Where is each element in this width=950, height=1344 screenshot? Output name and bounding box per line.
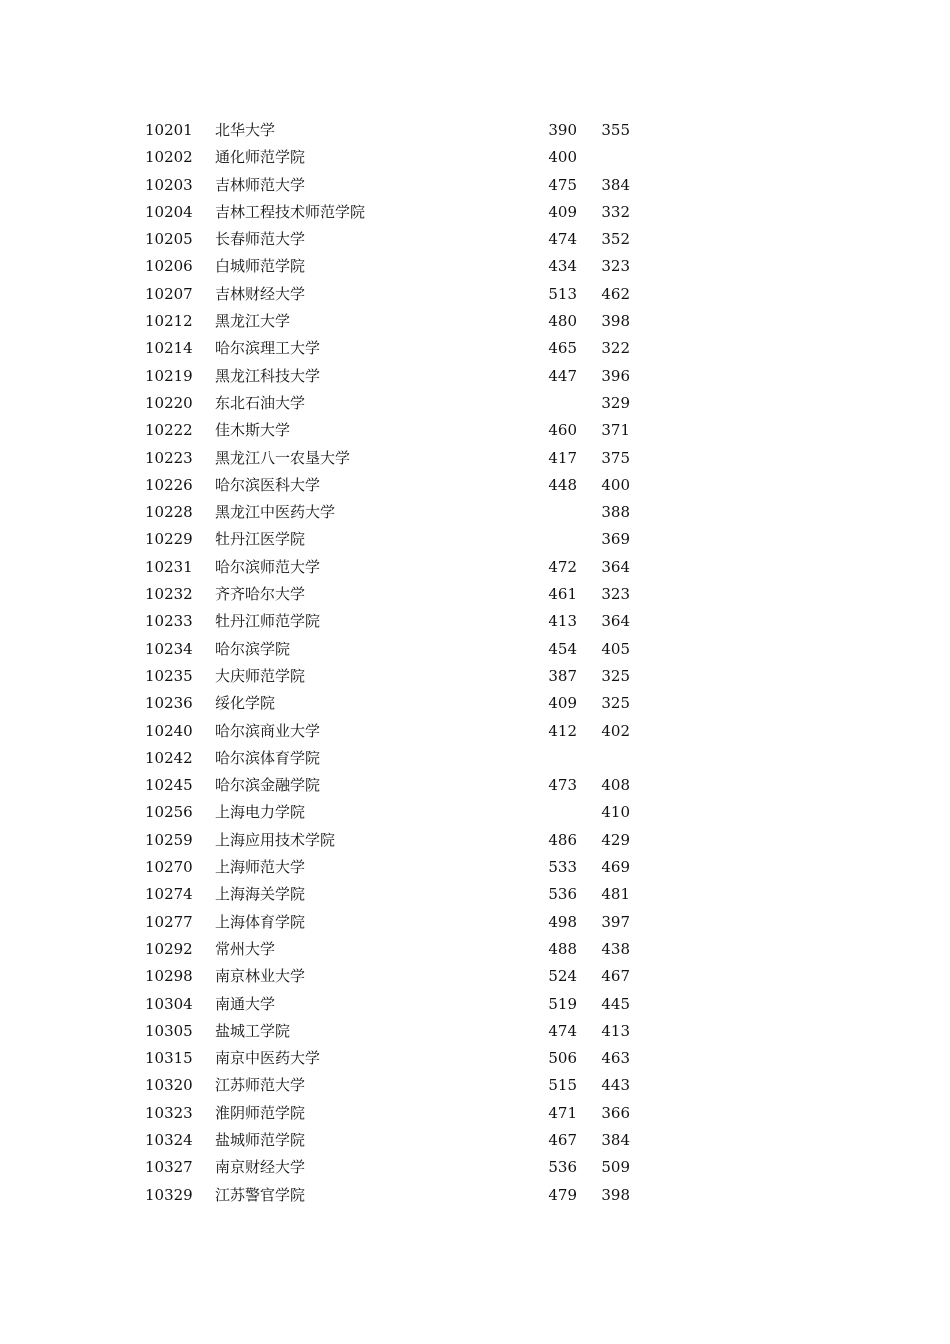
- school-code-cell: 10277: [145, 912, 193, 931]
- school-name-cell: 白城师范学院: [215, 257, 306, 276]
- table-row: [0, 991, 950, 1018]
- score-column-1-cell: 480: [548, 312, 577, 331]
- school-code-cell: 10245: [145, 776, 193, 795]
- school-code-cell: 10231: [145, 557, 193, 576]
- table-row: [0, 636, 950, 663]
- score-column-2-cell: 388: [601, 503, 630, 522]
- score-column-2-cell: 325: [601, 666, 630, 685]
- school-name-cell: 长春师范大学: [215, 230, 306, 249]
- score-column-1-cell: 474: [548, 230, 577, 249]
- score-column-2-cell: 410: [601, 803, 630, 822]
- school-code-cell: 10292: [145, 939, 193, 958]
- school-code-cell: 10242: [145, 748, 193, 767]
- school-code-cell: 10233: [145, 612, 193, 631]
- score-column-2-cell: 375: [601, 448, 630, 467]
- score-column-1-cell: 460: [548, 421, 577, 440]
- table-row: [0, 363, 950, 390]
- table-row: [0, 472, 950, 499]
- table-row: [0, 226, 950, 253]
- score-column-2-cell: 397: [601, 912, 630, 931]
- score-column-2-cell: 323: [601, 585, 630, 604]
- score-column-1-cell: 515: [548, 1076, 577, 1095]
- score-column-2-cell: 405: [601, 639, 630, 658]
- score-column-2-cell: 364: [601, 612, 630, 631]
- table-row: [0, 144, 950, 171]
- school-code-cell: 10256: [145, 803, 193, 822]
- school-name-cell: 吉林财经大学: [215, 284, 306, 303]
- score-column-1-cell: 498: [548, 912, 577, 931]
- school-code-cell: 10226: [145, 475, 193, 494]
- score-column-1-cell: 413: [548, 612, 577, 631]
- score-column-2-cell: 429: [601, 830, 630, 849]
- school-name-cell: 黑龙江大学: [215, 312, 291, 331]
- school-code-cell: 10202: [145, 148, 193, 167]
- table-row: [0, 663, 950, 690]
- school-code-cell: 10219: [145, 366, 193, 385]
- score-column-1-cell: 447: [548, 366, 577, 385]
- school-code-cell: 10214: [145, 339, 193, 358]
- table-row: [0, 963, 950, 990]
- school-code-cell: 10235: [145, 666, 193, 685]
- score-column-1-cell: 479: [548, 1185, 577, 1204]
- school-code-cell: 10229: [145, 530, 193, 549]
- table-row: [0, 308, 950, 335]
- school-code-cell: 10323: [145, 1103, 193, 1122]
- score-column-2-cell: 371: [601, 421, 630, 440]
- school-name-cell: 吉林师范大学: [215, 175, 306, 194]
- table-row: [0, 172, 950, 199]
- table-row: [0, 390, 950, 417]
- school-name-cell: 牡丹江医学院: [215, 530, 306, 549]
- table-row: [0, 199, 950, 226]
- school-name-cell: 哈尔滨金融学院: [215, 776, 321, 795]
- school-name-cell: 哈尔滨体育学院: [215, 748, 321, 767]
- school-code-cell: 10201: [145, 121, 193, 139]
- table-row: [0, 445, 950, 472]
- school-code-cell: 10222: [145, 421, 193, 440]
- school-name-cell: 黑龙江科技大学: [215, 366, 321, 385]
- school-code-cell: 10212: [145, 312, 193, 331]
- score-column-2-cell: 355: [601, 121, 630, 139]
- score-column-1-cell: 536: [548, 885, 577, 904]
- school-name-cell: 牡丹江师范学院: [215, 612, 321, 631]
- school-code-cell: 10324: [145, 1130, 193, 1149]
- school-code-cell: 10228: [145, 503, 193, 522]
- score-column-1-cell: 387: [548, 666, 577, 685]
- table-row: [0, 1127, 950, 1154]
- table-row: [0, 909, 950, 936]
- score-column-2-cell: 332: [601, 202, 630, 221]
- score-column-2-cell: 408: [601, 776, 630, 795]
- score-column-1-cell: 472: [548, 557, 577, 576]
- score-column-1-cell: 475: [548, 175, 577, 194]
- school-code-cell: 10274: [145, 885, 193, 904]
- school-code-cell: 10205: [145, 230, 193, 249]
- school-name-cell: 盐城师范学院: [215, 1130, 306, 1149]
- school-code-cell: 10327: [145, 1158, 193, 1177]
- school-name-cell: 哈尔滨理工大学: [215, 339, 321, 358]
- score-column-2-cell: 509: [601, 1158, 630, 1177]
- table-row: [0, 499, 950, 526]
- school-name-cell: 南京中医药大学: [215, 1049, 321, 1068]
- table-row: [0, 608, 950, 635]
- school-code-cell: 10203: [145, 175, 193, 194]
- table-row: [0, 554, 950, 581]
- score-column-2-cell: 329: [601, 393, 630, 412]
- school-name-cell: 黑龙江八一农垦大学: [215, 448, 351, 467]
- school-code-cell: 10223: [145, 448, 193, 467]
- score-column-1-cell: 513: [548, 284, 577, 303]
- score-column-2-cell: 467: [601, 967, 630, 986]
- school-code-cell: 10304: [145, 994, 193, 1013]
- score-column-1-cell: 390: [548, 121, 577, 139]
- school-name-cell: 哈尔滨师范大学: [215, 557, 321, 576]
- school-name-cell: 佳木斯大学: [215, 421, 291, 440]
- school-name-cell: 齐齐哈尔大学: [215, 585, 306, 604]
- score-column-2-cell: 364: [601, 557, 630, 576]
- school-code-cell: 10232: [145, 585, 193, 604]
- table-row: [0, 335, 950, 362]
- table-row: [0, 745, 950, 772]
- table-row: [0, 253, 950, 280]
- school-name-cell: 哈尔滨商业大学: [215, 721, 321, 740]
- school-name-cell: 盐城工学院: [215, 1021, 291, 1040]
- school-name-cell: 南京林业大学: [215, 967, 306, 986]
- score-column-1-cell: 473: [548, 776, 577, 795]
- score-column-2-cell: 323: [601, 257, 630, 276]
- score-table: [0, 117, 950, 1209]
- school-name-cell: 绥化学院: [215, 694, 276, 713]
- table-row: [0, 1182, 950, 1209]
- score-column-1-cell: 461: [548, 585, 577, 604]
- score-column-2-cell: 366: [601, 1103, 630, 1122]
- school-name-cell: 上海应用技术学院: [215, 830, 336, 849]
- school-code-cell: 10320: [145, 1076, 193, 1095]
- score-column-2-cell: 445: [601, 994, 630, 1013]
- school-name-cell: 东北石油大学: [215, 393, 306, 412]
- score-column-1-cell: 467: [548, 1130, 577, 1149]
- score-column-2-cell: 481: [601, 885, 630, 904]
- score-column-2-cell: 384: [601, 175, 630, 194]
- school-code-cell: 10298: [145, 967, 193, 986]
- score-column-1-cell: 409: [548, 202, 577, 221]
- score-column-2-cell: 384: [601, 1130, 630, 1149]
- score-column-1-cell: 465: [548, 339, 577, 358]
- score-column-2-cell: 469: [601, 858, 630, 877]
- score-column-2-cell: 369: [601, 530, 630, 549]
- school-name-cell: 上海师范大学: [215, 858, 306, 877]
- score-column-2-cell: 413: [601, 1021, 630, 1040]
- score-column-2-cell: 396: [601, 366, 630, 385]
- score-column-2-cell: 322: [601, 339, 630, 358]
- table-row: [0, 1154, 950, 1181]
- school-name-cell: 江苏警官学院: [215, 1185, 306, 1204]
- school-name-cell: 上海电力学院: [215, 803, 306, 822]
- table-row: [0, 936, 950, 963]
- table-row: [0, 117, 950, 144]
- school-code-cell: 10204: [145, 202, 193, 221]
- score-column-1-cell: 400: [548, 148, 577, 167]
- score-column-1-cell: 519: [548, 994, 577, 1013]
- score-column-1-cell: 536: [548, 1158, 577, 1177]
- school-name-cell: 哈尔滨学院: [215, 639, 291, 658]
- score-column-1-cell: 471: [548, 1103, 577, 1122]
- score-column-1-cell: 486: [548, 830, 577, 849]
- score-column-2-cell: 398: [601, 1185, 630, 1204]
- table-row: [0, 772, 950, 799]
- school-name-cell: 上海体育学院: [215, 912, 306, 931]
- school-name-cell: 北华大学: [215, 121, 276, 139]
- score-column-1-cell: 434: [548, 257, 577, 276]
- school-code-cell: 10240: [145, 721, 193, 740]
- score-column-2-cell: 402: [601, 721, 630, 740]
- score-column-1-cell: 474: [548, 1021, 577, 1040]
- school-code-cell: 10234: [145, 639, 193, 658]
- school-name-cell: 黑龙江中医药大学: [215, 503, 336, 522]
- score-column-2-cell: 443: [601, 1076, 630, 1095]
- score-column-2-cell: 352: [601, 230, 630, 249]
- table-row: [0, 526, 950, 553]
- school-code-cell: 10315: [145, 1049, 193, 1068]
- school-code-cell: 10259: [145, 830, 193, 849]
- score-column-1-cell: 454: [548, 639, 577, 658]
- school-name-cell: 南通大学: [215, 994, 276, 1013]
- school-name-cell: 通化师范学院: [215, 148, 306, 167]
- school-code-cell: 10329: [145, 1185, 193, 1204]
- table-row: [0, 799, 950, 826]
- table-row: [0, 417, 950, 444]
- school-code-cell: 10207: [145, 284, 193, 303]
- table-row: [0, 718, 950, 745]
- school-name-cell: 南京财经大学: [215, 1158, 306, 1177]
- table-row: [0, 1100, 950, 1127]
- school-name-cell: 常州大学: [215, 939, 276, 958]
- score-column-1-cell: 524: [548, 967, 577, 986]
- score-column-2-cell: 462: [601, 284, 630, 303]
- table-row: [0, 1018, 950, 1045]
- table-row: [0, 1045, 950, 1072]
- table-row: [0, 854, 950, 881]
- table-row: [0, 1072, 950, 1099]
- score-column-2-cell: 325: [601, 694, 630, 713]
- score-column-1-cell: 417: [548, 448, 577, 467]
- school-code-cell: 10270: [145, 858, 193, 877]
- score-column-2-cell: 438: [601, 939, 630, 958]
- table-row: [0, 690, 950, 717]
- score-column-2-cell: 400: [601, 475, 630, 494]
- table-row: [0, 581, 950, 608]
- table-row: [0, 281, 950, 308]
- school-name-cell: 上海海关学院: [215, 885, 306, 904]
- school-name-cell: 大庆师范学院: [215, 666, 306, 685]
- school-code-cell: 10206: [145, 257, 193, 276]
- school-name-cell: 江苏师范大学: [215, 1076, 306, 1095]
- score-column-1-cell: 488: [548, 939, 577, 958]
- score-column-2-cell: 463: [601, 1049, 630, 1068]
- score-column-1-cell: 533: [548, 858, 577, 877]
- school-code-cell: 10236: [145, 694, 193, 713]
- table-row: [0, 881, 950, 908]
- school-code-cell: 10305: [145, 1021, 193, 1040]
- school-name-cell: 哈尔滨医科大学: [215, 475, 321, 494]
- score-column-1-cell: 448: [548, 475, 577, 494]
- table-row: [0, 827, 950, 854]
- score-column-1-cell: 412: [548, 721, 577, 740]
- school-name-cell: 淮阴师范学院: [215, 1103, 306, 1122]
- school-name-cell: 吉林工程技术师范学院: [215, 202, 366, 221]
- score-column-2-cell: 398: [601, 312, 630, 331]
- score-column-1-cell: 506: [548, 1049, 577, 1068]
- school-code-cell: 10220: [145, 393, 193, 412]
- score-column-1-cell: 409: [548, 694, 577, 713]
